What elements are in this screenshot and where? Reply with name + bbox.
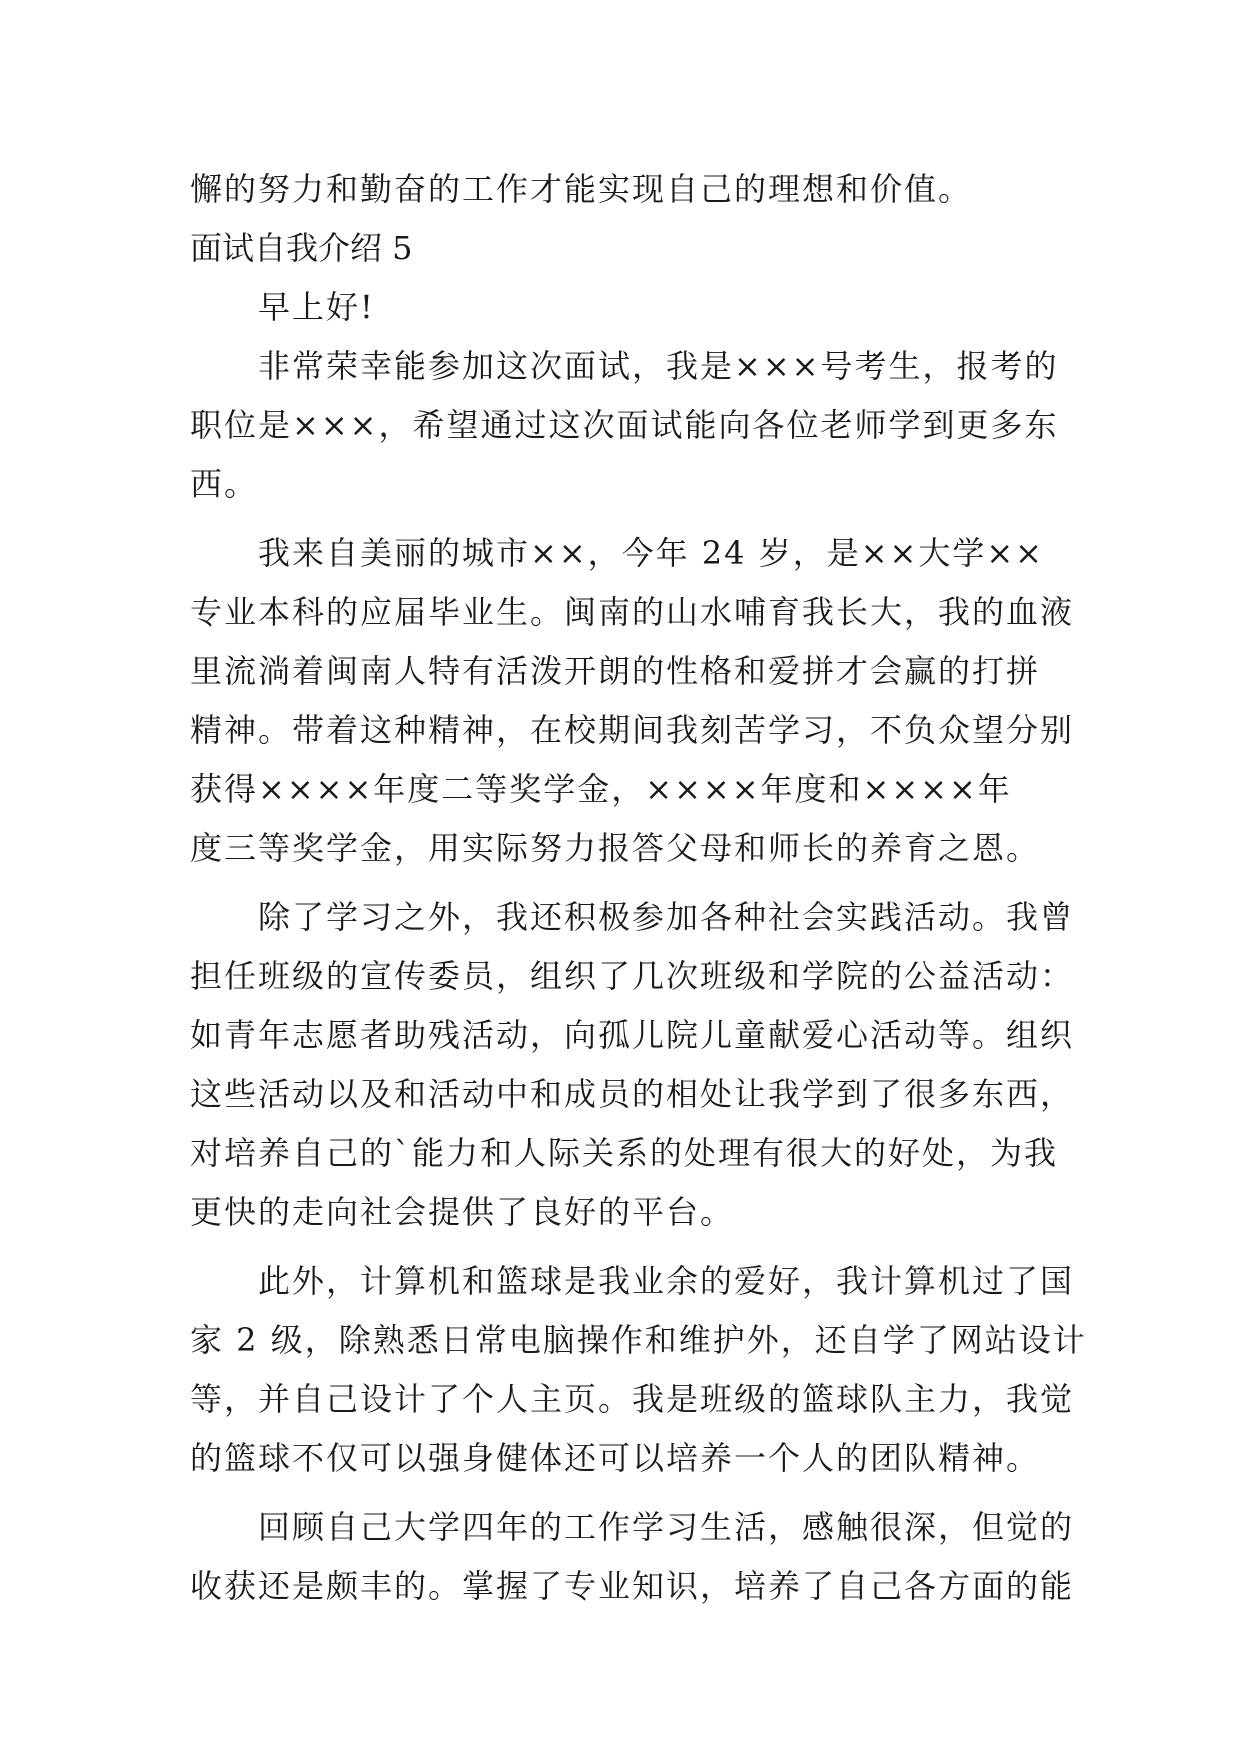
paragraph-line: 的篮球不仅可以强身健体还可以培养一个人的团队精神。: [190, 1439, 1041, 1477]
paragraph-line: 回顾自己大学四年的工作学习生活，感触很深，但觉的: [258, 1508, 1075, 1546]
paragraph-line: 更快的走向社会提供了良好的平台。: [190, 1193, 735, 1231]
paragraph-line: 非常荣幸能参加这次面试，我是×××号考生，报考的: [258, 347, 1059, 385]
paragraph-line: 度三等奖学金，用实际努力报答父母和师长的养育之恩。: [190, 829, 1041, 867]
paragraph-line: 如青年志愿者助残活动，向孤儿院儿童献爱心活动等。组织: [190, 1016, 1075, 1054]
paragraph-line: 等，并自己设计了个人主页。我是班级的篮球队主力，我觉: [190, 1380, 1075, 1418]
paragraph-line: 专业本科的应届毕业生。闽南的山水哺育我长大，我的血液: [190, 593, 1075, 631]
continuation-line: 懈的努力和勤奋的工作才能实现自己的理想和价值。: [190, 170, 973, 208]
paragraph-5: [190, 1498, 1075, 1616]
paragraph-line: 职位是×××，希望通过这次面试能向各位老师学到更多东: [190, 406, 1059, 444]
paragraph-4: [190, 1252, 1087, 1488]
paragraph-line: 这些活动以及和活动中和成员的相处让我学到了很多东西，: [190, 1075, 1075, 1113]
paragraph-line: 我来自美丽的城市××，今年 24 岁，是××大学××: [258, 534, 1044, 572]
paragraph-2: [190, 524, 1075, 878]
paragraph-line: 西。: [190, 465, 259, 503]
paragraph-line: 担任班级的宣传委员，组织了几次班级和学院的公益活动：: [190, 957, 1075, 995]
paragraph-line: 里流淌着闽南人特有活泼开朗的性格和爱拼才会赢的打拼: [190, 652, 1041, 690]
paragraph-line: 收获还是颇丰的。掌握了专业知识，培养了自己各方面的能: [190, 1567, 1075, 1605]
paragraph-1: [190, 337, 1059, 514]
document-body: [190, 160, 1087, 1616]
paragraph-3: [190, 888, 1075, 1242]
paragraph-line: 除了学习之外，我还积极参加各种社会实践活动。我曾: [258, 898, 1075, 936]
section-title: 面试自我介绍 5: [190, 229, 413, 267]
paragraph-line: 此外，计算机和篮球是我业余的爱好，我计算机过了国: [258, 1262, 1075, 1300]
paragraph-line: 获得××××年度二等奖学金，××××年度和××××年: [190, 770, 1012, 808]
paragraph-line: 精神。带着这种精神，在校期间我刻苦学习，不负众望分别: [190, 711, 1075, 749]
greeting-line: 早上好!: [258, 288, 375, 326]
paragraph-line: 家 2 级，除熟悉日常电脑操作和维护外，还自学了网站设计: [190, 1321, 1087, 1359]
paragraph-line: 对培养自己的`能力和人际关系的处理有很大的好处，为我: [190, 1134, 1059, 1172]
